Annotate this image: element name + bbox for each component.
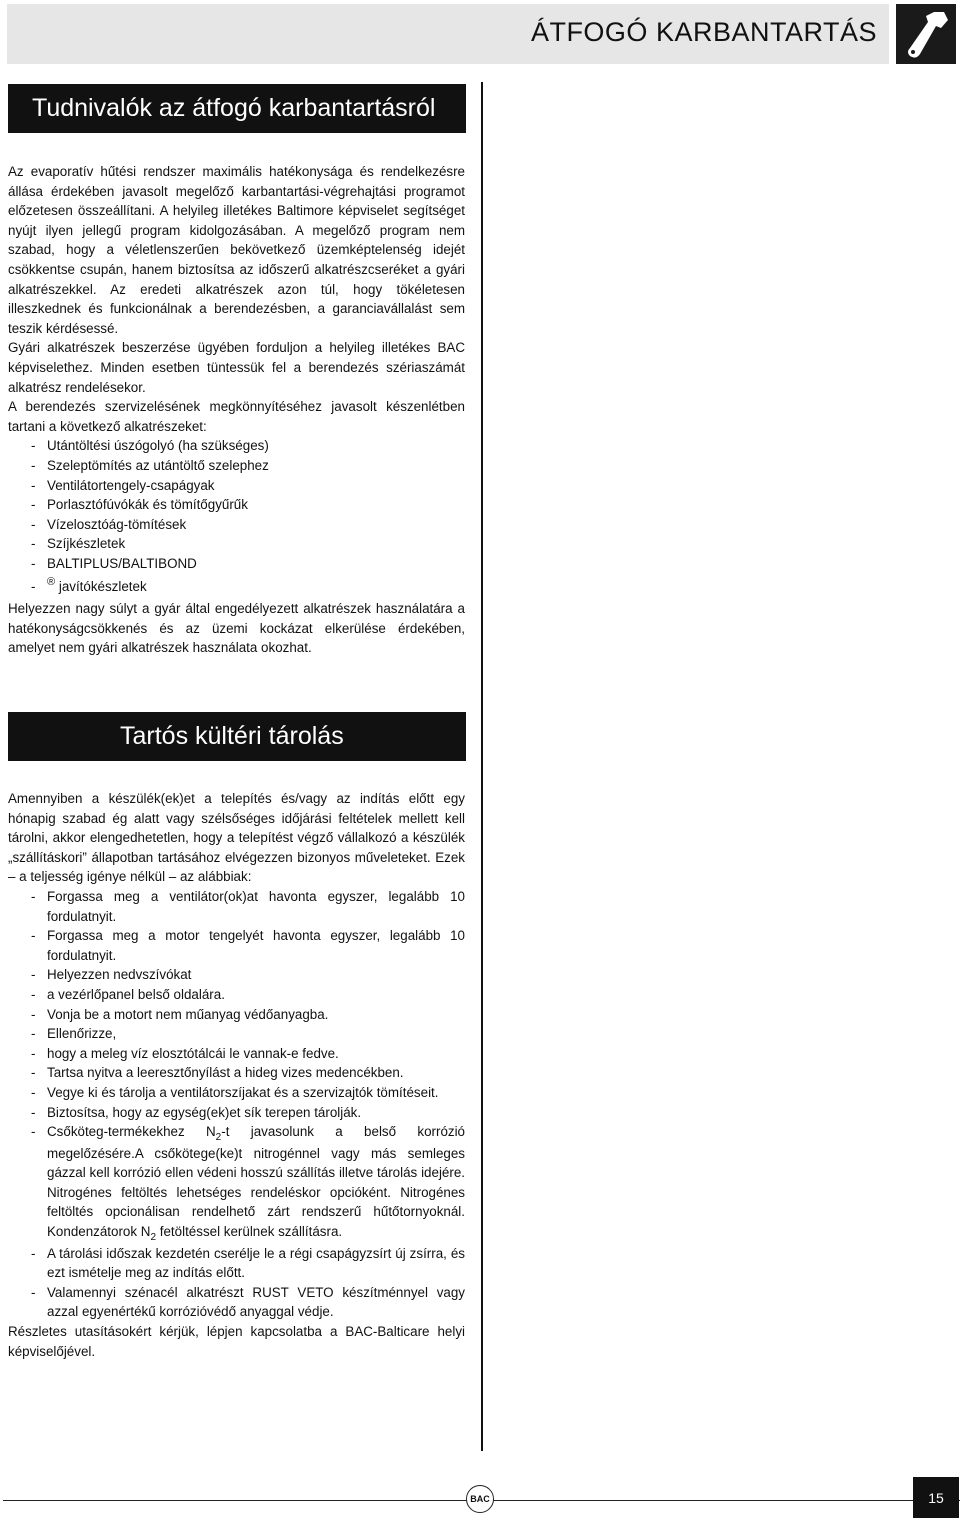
list-item: - Szeleptömítés az utántöltő szelephez (8, 456, 465, 476)
list-item-text: javítókészletek (58, 579, 147, 595)
list-item: - Forgassa meg a ventilátor(ok)at havonta egyszer, legalább 10 fordulatnyit. (8, 887, 465, 926)
storage-section-body (8, 789, 465, 1361)
paragraph: Gyári alkatrészek beszerzése ügyében forduljon a helyileg illetékes BAC képviselethez. Minden esetben tüntessük fel a berendezés szériaszámát alkatrész rendelésekor. (8, 340, 465, 395)
bac-logo: BAC (466, 1485, 494, 1513)
list-item: - BALTIPLUS/BALTIBOND (8, 554, 465, 574)
section-heading-storage: Tartós kültéri tárolás (8, 712, 466, 761)
list-item-text: Csőköteg-termékekhez N (47, 1124, 216, 1140)
list-item: - a vezérlőpanel belső oldalára. (8, 985, 465, 1005)
list-item: - Ellenőrizze, (8, 1024, 465, 1044)
section-heading-maintenance: Tudnivalók az átfogó karbantartásról (8, 84, 466, 133)
page-title: ÁTFOGÓ KARBANTARTÁS (530, 17, 877, 47)
paragraph: Amennyiben a készülék(ek)et a telepítés és/vagy az indítás előtt egy hónapig szabad ég alatt vagy szélsőséges időjárási feltételek mellett kell tárolni, akkor elengedhetetlen, hogy a telepítést végző vállalkozó a készülék „szállításkori” állapotban tartásához elvégezzen bizonyos műveleteket. Ezek – a teljesség igénye nélkül – az alábbiak: (8, 791, 465, 885)
list-item: - Ventilátortengely-csapágyak (8, 476, 465, 496)
page-number: 15 (913, 1477, 959, 1518)
list-item: - Vegye ki és tárolja a ventilátorszíjakat és a szervizajtók tömítéseit. (8, 1083, 465, 1103)
list-item: - Forgassa meg a motor tengelyét havonta egyszer, legalább 10 fordulatnyit. (8, 926, 465, 965)
wrench-hand-icon (896, 4, 956, 64)
registered-symbol: ® (47, 576, 56, 589)
paragraph: Helyezzen nagy súlyt a gyár által engedélyezett alkatrészek használatára a hatékonyságcsökkenés és az üzemi kockázat elkerülése érdekében, amelyet nem gyári alkatrészek használata okozhat. (8, 601, 465, 656)
list-item: - hogy a meleg víz elosztótálcái le vannak-e fedve. (8, 1044, 465, 1064)
list-item: - Vonja be a motort nem műanyag védőanyagba. (8, 1005, 465, 1025)
paragraph: Az evaporatív hűtési rendszer maximális hatékonysága és rendelkezésre állása érdekében javasolt megelőző karbantartási-végrehajtási programot előzetesen összeállítani. A helyileg illetékes Baltimore képviselet segítséget nyújt ilyen jellegű program kidolgozásában. A megelőző program nem szabad, hogy a véletlenszerűen bekövetkező üzemképtelenség idejét csökkentse csupán, hanem biztosítsa az időszerű alkatrészcseréket a gyári alkatrészekkel. Az eredeti alkatrészek azon túl, hogy tökéletesen illeszkednek és funkcionálnak a berendezésben, a garanciavállalást sem teszik kérdésessé. (8, 164, 465, 336)
list-item: - Vízelosztóág-tömítések (8, 515, 465, 535)
list-item: - Porlasztófúvókák és tömítőgyűrűk (8, 495, 465, 515)
list-item-text: -t javasolunk a belső korrózió megelőzésére.A csőkötege(ke)t nitrogénnel vagy más semleges gázzal kell korrózió ellen védeni hosszú szállítás illetve tárolás idejére. Nitrogénes feltöltés lehetséges rendeléskor opcióként. Nitrogénes feltöltés opcionálisan rendelhető zárt rendszerű hűtőtornyoknál. Kondenzátorok N (47, 1124, 466, 1240)
list-item (8, 577, 465, 599)
list-item: - Helyezzen nedvszívókat (8, 965, 465, 985)
list-item: - Valamennyi szénacél alkatrészt RUST VETO készítménnyel vagy azzal egyenértékű korrózióvédő anyaggal védje. (8, 1283, 465, 1322)
storage-steps-list (8, 887, 465, 1322)
subscript: 2 (215, 1132, 222, 1144)
list-item: - Biztosítsa, hogy az egység(ek)et sík terepen tárolják. (8, 1103, 465, 1123)
list-item: - A tárolási időszak kezdetén cserélje le a régi csapágyzsírt új zsírra, és ezt ismételje meg az indítás előtt. (8, 1244, 465, 1283)
list-item: - Tartsa nyitva a leeresztőnyílást a hideg vizes medencékben. (8, 1063, 465, 1083)
list-item (8, 1122, 465, 1244)
paragraph: A berendezés szervizelésének megkönnyítéséhez javasolt készenlétben tartani a következő alkatrészeket: (8, 399, 465, 434)
header-bar (7, 4, 889, 64)
column-divider (481, 82, 483, 1451)
paragraph: Részletes utasításokért kérjük, lépjen kapcsolatba a BAC-Balticare helyi képviselőjével. (8, 1324, 465, 1359)
spare-parts-list (8, 436, 465, 599)
list-item: - Utántöltési úszógolyó (ha szükséges) (8, 436, 465, 456)
list-item-text: fetöltéssel kerülnek szállításra. (156, 1224, 343, 1240)
subscript: 2 (150, 1232, 157, 1244)
maintenance-section-body (8, 162, 465, 658)
list-item: - Szíjkészletek (8, 534, 465, 554)
